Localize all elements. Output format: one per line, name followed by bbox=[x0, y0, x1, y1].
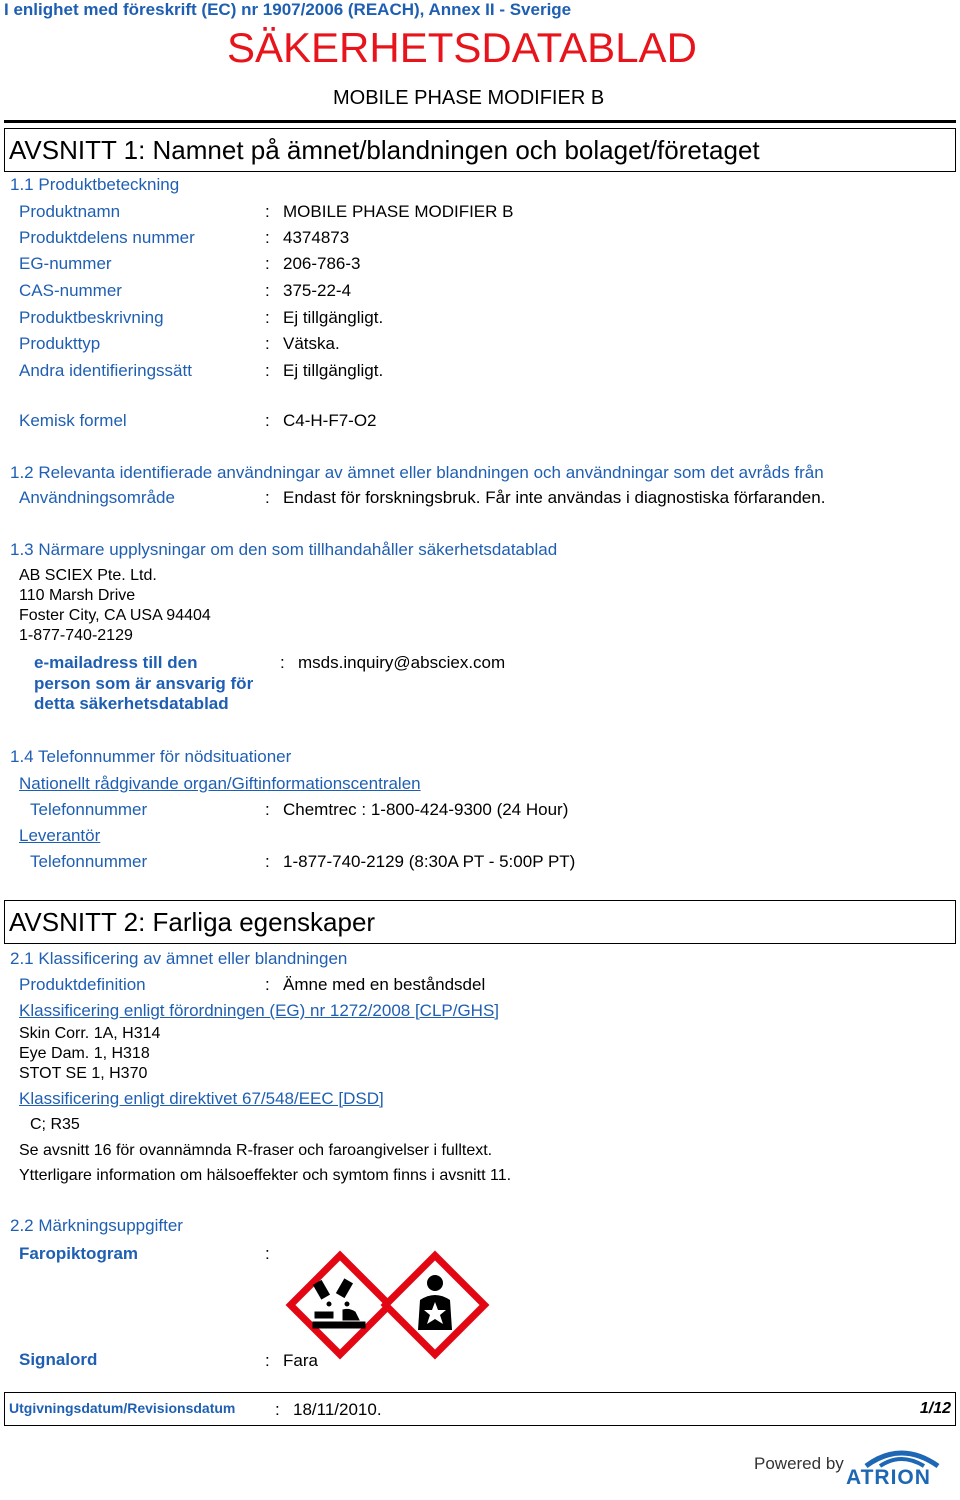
field-label-andra-identifieringssatt: Andra identifieringssätt bbox=[19, 361, 192, 380]
section1-title: AVSNITT 1: Namnet på ämnet/blandningen och bolaget/företaget bbox=[9, 135, 760, 165]
national-body-heading: Nationellt rådgivande organ/Giftinformationscentralen bbox=[19, 774, 421, 793]
supplier-heading: Leverantör bbox=[19, 826, 101, 845]
clp-item: STOT SE 1, H370 bbox=[19, 1065, 148, 1082]
field-label-produktnamn: Produktnamn bbox=[19, 202, 121, 221]
clp-item: Eye Dam. 1, H318 bbox=[19, 1045, 150, 1062]
colon: : bbox=[265, 281, 270, 300]
field-label-produktdefinition: Produktdefinition bbox=[19, 975, 146, 994]
address-line: AB SCIEX Pte. Ltd. bbox=[19, 567, 157, 584]
field-value-cas-nummer: 375-22-4 bbox=[283, 281, 352, 300]
subsection-1-3: 1.3 Närmare upplysningar om den som tillhandahåller säkerhetsdatablad bbox=[10, 540, 558, 559]
note-text: Ytterligare information om hälsoeffekter och symtom finns i avsnitt 11. bbox=[19, 1167, 512, 1184]
colon: : bbox=[265, 334, 270, 353]
colon: : bbox=[265, 308, 270, 327]
field-label-anvandningsomrade: Användningsområde bbox=[19, 488, 175, 507]
colon: : bbox=[275, 1400, 280, 1419]
corrosion-icon bbox=[285, 1250, 395, 1360]
email-label-line: detta säkerhetsdatablad bbox=[34, 694, 229, 713]
subsection-2-2: 2.2 Märkningsuppgifter bbox=[10, 1216, 183, 1235]
footer-date: 18/11/2010. bbox=[293, 1400, 382, 1419]
field-value-kemisk-formel: C4-H-F7-O2 bbox=[283, 411, 377, 430]
field-label-cas-nummer: CAS-nummer bbox=[19, 281, 122, 300]
section2-header bbox=[4, 900, 956, 944]
field-value-produkttyp: Vätska. bbox=[283, 334, 340, 353]
colon: : bbox=[265, 800, 270, 819]
field-value-anvandningsomrade: Endast för forskningsbruk. Får inte användas i diagnostiska förfaranden. bbox=[283, 488, 826, 507]
document-title: SÄKERHETSDATABLAD bbox=[227, 24, 697, 71]
field-value-andra-identifieringssatt: Ej tillgängligt. bbox=[283, 361, 384, 380]
field-label-signalord: Signalord bbox=[19, 1350, 98, 1369]
clp-item: Skin Corr. 1A, H314 bbox=[19, 1025, 161, 1042]
subsection-1-2: 1.2 Relevanta identifierade användningar av ämnet eller blandningen och användningar som det avråds från bbox=[10, 463, 824, 482]
email-label-line: e-mailadress till den bbox=[34, 653, 198, 672]
email-link[interactable]: msds.inquiry@absciex.com bbox=[298, 653, 506, 672]
field-value-produktdelens-nummer: 4374873 bbox=[283, 228, 350, 247]
section2-title: AVSNITT 2: Farliga egenskaper bbox=[9, 907, 376, 937]
note-text: Se avsnitt 16 för ovannämnda R-fraser och faroangivelser i fulltext. bbox=[19, 1142, 493, 1159]
address-line: 1-877-740-2129 bbox=[19, 627, 133, 644]
dsd-heading: Klassificering enligt direktivet 67/548/EEC [DSD] bbox=[19, 1089, 384, 1108]
subsection-1-4: 1.4 Telefonnummer för nödsituationer bbox=[10, 747, 292, 766]
colon: : bbox=[265, 1244, 270, 1263]
field-value-eg-nummer: 206-786-3 bbox=[283, 254, 361, 273]
colon: : bbox=[265, 228, 270, 247]
field-label-kemisk-formel: Kemisk formel bbox=[19, 411, 127, 430]
field-value-signalord: Fara bbox=[283, 1351, 318, 1370]
field-value-produktbeskrivning: Ej tillgängligt. bbox=[283, 308, 384, 327]
dsd-value: C; R35 bbox=[30, 1116, 80, 1133]
colon: : bbox=[265, 975, 270, 994]
address-line: 110 Marsh Drive bbox=[19, 587, 136, 604]
field-value-produktdefinition: Ämne med en beståndsdel bbox=[283, 975, 486, 994]
health-hazard-icon bbox=[380, 1250, 490, 1360]
powered-by-text: Powered by bbox=[754, 1454, 844, 1473]
field-label-produkttyp: Produkttyp bbox=[19, 334, 101, 353]
phone-value: Chemtrec : 1-800-424-9300 (24 Hour) bbox=[283, 800, 569, 819]
colon: : bbox=[265, 411, 270, 430]
phone-value: 1-877-740-2129 (8:30A PT - 5:00P PT) bbox=[283, 852, 576, 871]
section1-header bbox=[4, 128, 956, 172]
footer-label: Utgivningsdatum/Revisionsdatum bbox=[9, 1400, 236, 1416]
phone-label: Telefonnummer bbox=[30, 852, 148, 871]
colon: : bbox=[265, 488, 270, 507]
colon: : bbox=[265, 361, 270, 380]
field-label-produktbeskrivning: Produktbeskrivning bbox=[19, 308, 164, 327]
clp-heading: Klassificering enligt förordningen (EG) nr 1272/2008 [CLP/GHS] bbox=[19, 1001, 500, 1020]
phone-label: Telefonnummer bbox=[30, 800, 148, 819]
footer-box bbox=[4, 1392, 956, 1426]
colon: : bbox=[265, 852, 270, 871]
header-divider bbox=[4, 120, 956, 123]
colon: : bbox=[265, 254, 270, 273]
regulation-text: I enlighet med föreskrift (EC) nr 1907/2006 (REACH), Annex II - Sverige bbox=[4, 0, 572, 19]
colon: : bbox=[280, 653, 285, 672]
field-value-produktnamn: MOBILE PHASE MODIFIER B bbox=[283, 202, 514, 221]
subsection-2-1: 2.1 Klassificering av ämnet eller blandningen bbox=[10, 949, 348, 968]
field-label-eg-nummer: EG-nummer bbox=[19, 254, 112, 273]
field-label-faropiktogram: Faropiktogram bbox=[19, 1244, 139, 1263]
field-label-produktdelens-nummer: Produktdelens nummer bbox=[19, 228, 195, 247]
page-number: 1/12 bbox=[919, 1400, 951, 1417]
brand-name: ATRION bbox=[846, 1466, 931, 1489]
colon: : bbox=[265, 1351, 270, 1370]
address-line: Foster City, CA USA 94404 bbox=[19, 607, 211, 624]
product-header: MOBILE PHASE MODIFIER B bbox=[333, 87, 605, 109]
subsection-1-1: 1.1 Produktbeteckning bbox=[10, 175, 180, 194]
email-label-line: person som är ansvarig för bbox=[34, 674, 254, 693]
colon: : bbox=[265, 202, 270, 221]
